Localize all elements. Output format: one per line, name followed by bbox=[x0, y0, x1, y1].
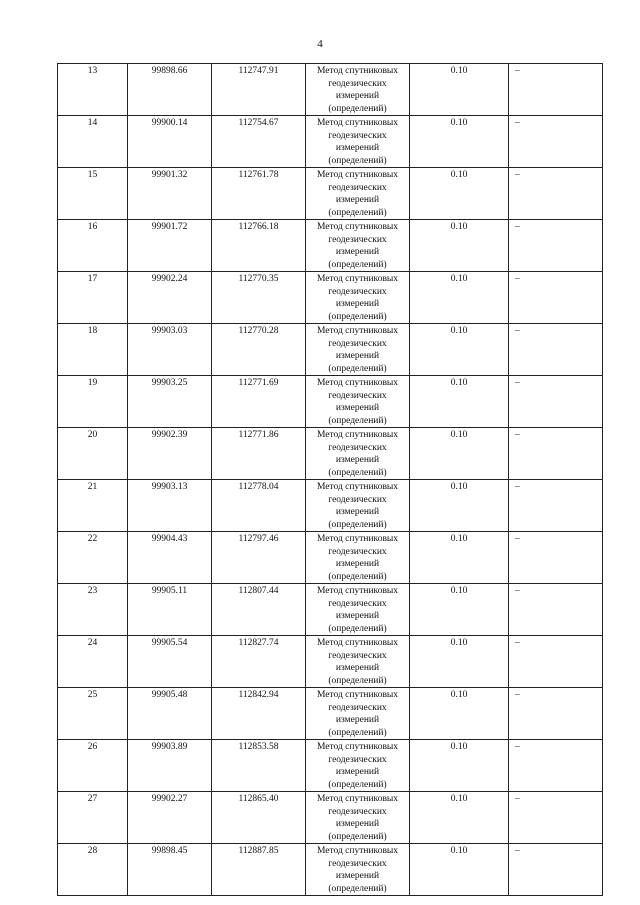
accuracy-cell: 0.10 bbox=[410, 636, 509, 688]
y-coordinate-cell: 112771.69 bbox=[212, 376, 306, 428]
point-number-cell: 22 bbox=[58, 532, 128, 584]
method-text: Метод спутниковых геодезических измерений (определений) bbox=[316, 534, 399, 582]
note-cell: – bbox=[509, 584, 603, 636]
y-coordinate-cell: 112778.04 bbox=[212, 480, 306, 532]
table-row bbox=[58, 272, 603, 324]
method-text: Метод спутниковых геодезических измерений (определений) bbox=[316, 170, 399, 218]
method-text: Метод спутниковых геодезических измерений (определений) bbox=[316, 378, 399, 426]
table-row bbox=[58, 168, 603, 220]
coordinates-table-body bbox=[58, 64, 603, 896]
x-coordinate-cell: 99905.54 bbox=[128, 636, 212, 688]
y-coordinate-cell: 112766.18 bbox=[212, 220, 306, 272]
accuracy-cell: 0.10 bbox=[410, 532, 509, 584]
point-number-cell: 16 bbox=[58, 220, 128, 272]
accuracy-cell: 0.10 bbox=[410, 116, 509, 168]
note-cell: – bbox=[509, 532, 603, 584]
y-coordinate-cell: 112827.74 bbox=[212, 636, 306, 688]
accuracy-cell: 0.10 bbox=[410, 272, 509, 324]
point-number-cell: 23 bbox=[58, 584, 128, 636]
note-cell: – bbox=[509, 220, 603, 272]
coordinates-table bbox=[57, 63, 603, 896]
method-cell bbox=[306, 688, 410, 740]
table-row bbox=[58, 844, 603, 896]
point-number-cell: 14 bbox=[58, 116, 128, 168]
point-number-cell: 27 bbox=[58, 792, 128, 844]
note-cell: – bbox=[509, 376, 603, 428]
note-cell: – bbox=[509, 428, 603, 480]
y-coordinate-cell: 112754.67 bbox=[212, 116, 306, 168]
method-cell bbox=[306, 324, 410, 376]
accuracy-cell: 0.10 bbox=[410, 64, 509, 116]
note-cell: – bbox=[509, 480, 603, 532]
method-cell bbox=[306, 272, 410, 324]
x-coordinate-cell: 99903.25 bbox=[128, 376, 212, 428]
accuracy-cell: 0.10 bbox=[410, 584, 509, 636]
method-cell bbox=[306, 168, 410, 220]
method-cell bbox=[306, 532, 410, 584]
method-cell bbox=[306, 220, 410, 272]
y-coordinate-cell: 112771.86 bbox=[212, 428, 306, 480]
table-row bbox=[58, 532, 603, 584]
x-coordinate-cell: 99905.11 bbox=[128, 584, 212, 636]
table-row bbox=[58, 324, 603, 376]
method-cell bbox=[306, 480, 410, 532]
point-number-cell: 20 bbox=[58, 428, 128, 480]
y-coordinate-cell: 112842.94 bbox=[212, 688, 306, 740]
point-number-cell: 13 bbox=[58, 64, 128, 116]
y-coordinate-cell: 112770.35 bbox=[212, 272, 306, 324]
y-coordinate-cell: 112747.91 bbox=[212, 64, 306, 116]
point-number-cell: 28 bbox=[58, 844, 128, 896]
point-number-cell: 19 bbox=[58, 376, 128, 428]
table-row bbox=[58, 428, 603, 480]
x-coordinate-cell: 99904.43 bbox=[128, 532, 212, 584]
method-text: Метод спутниковых геодезических измерений (определений) bbox=[316, 586, 399, 634]
x-coordinate-cell: 99903.89 bbox=[128, 740, 212, 792]
x-coordinate-cell: 99902.39 bbox=[128, 428, 212, 480]
method-text: Метод спутниковых геодезических измерений (определений) bbox=[316, 846, 399, 894]
accuracy-cell: 0.10 bbox=[410, 168, 509, 220]
method-text: Метод спутниковых геодезических измерений (определений) bbox=[316, 274, 399, 322]
table-row bbox=[58, 584, 603, 636]
point-number-cell: 17 bbox=[58, 272, 128, 324]
x-coordinate-cell: 99898.66 bbox=[128, 64, 212, 116]
method-cell bbox=[306, 844, 410, 896]
method-cell bbox=[306, 792, 410, 844]
method-text: Метод спутниковых геодезических измерений (определений) bbox=[316, 794, 399, 842]
method-text: Метод спутниковых геодезических измерений (определений) bbox=[316, 742, 399, 790]
method-cell bbox=[306, 376, 410, 428]
table-row bbox=[58, 480, 603, 532]
table-row bbox=[58, 688, 603, 740]
x-coordinate-cell: 99901.32 bbox=[128, 168, 212, 220]
accuracy-cell: 0.10 bbox=[410, 740, 509, 792]
table-row bbox=[58, 792, 603, 844]
method-cell bbox=[306, 584, 410, 636]
y-coordinate-cell: 112853.58 bbox=[212, 740, 306, 792]
x-coordinate-cell: 99903.03 bbox=[128, 324, 212, 376]
point-number-cell: 18 bbox=[58, 324, 128, 376]
y-coordinate-cell: 112887.85 bbox=[212, 844, 306, 896]
accuracy-cell: 0.10 bbox=[410, 428, 509, 480]
note-cell: – bbox=[509, 740, 603, 792]
method-cell bbox=[306, 740, 410, 792]
note-cell: – bbox=[509, 272, 603, 324]
method-cell bbox=[306, 64, 410, 116]
method-cell bbox=[306, 116, 410, 168]
table-row bbox=[58, 64, 603, 116]
note-cell: – bbox=[509, 116, 603, 168]
x-coordinate-cell: 99902.27 bbox=[128, 792, 212, 844]
y-coordinate-cell: 112797.46 bbox=[212, 532, 306, 584]
y-coordinate-cell: 112865.40 bbox=[212, 792, 306, 844]
table-row bbox=[58, 740, 603, 792]
method-text: Метод спутниковых геодезических измерений (определений) bbox=[316, 690, 399, 738]
x-coordinate-cell: 99900.14 bbox=[128, 116, 212, 168]
method-text: Метод спутниковых геодезических измерений (определений) bbox=[316, 222, 399, 270]
point-number-cell: 26 bbox=[58, 740, 128, 792]
method-text: Метод спутниковых геодезических измерений (определений) bbox=[316, 430, 399, 478]
table-row bbox=[58, 116, 603, 168]
accuracy-cell: 0.10 bbox=[410, 324, 509, 376]
table-row bbox=[58, 376, 603, 428]
x-coordinate-cell: 99903.13 bbox=[128, 480, 212, 532]
accuracy-cell: 0.10 bbox=[410, 792, 509, 844]
accuracy-cell: 0.10 bbox=[410, 688, 509, 740]
note-cell: – bbox=[509, 324, 603, 376]
point-number-cell: 21 bbox=[58, 480, 128, 532]
note-cell: – bbox=[509, 792, 603, 844]
note-cell: – bbox=[509, 636, 603, 688]
x-coordinate-cell: 99905.48 bbox=[128, 688, 212, 740]
accuracy-cell: 0.10 bbox=[410, 376, 509, 428]
y-coordinate-cell: 112770.28 bbox=[212, 324, 306, 376]
point-number-cell: 24 bbox=[58, 636, 128, 688]
method-text: Метод спутниковых геодезических измерений (определений) bbox=[316, 326, 399, 374]
accuracy-cell: 0.10 bbox=[410, 220, 509, 272]
point-number-cell: 15 bbox=[58, 168, 128, 220]
y-coordinate-cell: 112761.78 bbox=[212, 168, 306, 220]
method-text: Метод спутниковых геодезических измерений (определений) bbox=[316, 638, 399, 686]
method-text: Метод спутниковых геодезических измерений (определений) bbox=[316, 66, 399, 114]
x-coordinate-cell: 99898.45 bbox=[128, 844, 212, 896]
x-coordinate-cell: 99901.72 bbox=[128, 220, 212, 272]
method-text: Метод спутниковых геодезических измерений (определений) bbox=[316, 118, 399, 166]
table-row bbox=[58, 636, 603, 688]
y-coordinate-cell: 112807.44 bbox=[212, 584, 306, 636]
accuracy-cell: 0.10 bbox=[410, 844, 509, 896]
note-cell: – bbox=[509, 844, 603, 896]
x-coordinate-cell: 99902.24 bbox=[128, 272, 212, 324]
method-text: Метод спутниковых геодезических измерений (определений) bbox=[316, 482, 399, 530]
table-row bbox=[58, 220, 603, 272]
method-cell bbox=[306, 428, 410, 480]
method-cell bbox=[306, 636, 410, 688]
note-cell: – bbox=[509, 168, 603, 220]
note-cell: – bbox=[509, 688, 603, 740]
note-cell: – bbox=[509, 64, 603, 116]
point-number-cell: 25 bbox=[58, 688, 128, 740]
accuracy-cell: 0.10 bbox=[410, 480, 509, 532]
page-number: 4 bbox=[317, 38, 323, 50]
